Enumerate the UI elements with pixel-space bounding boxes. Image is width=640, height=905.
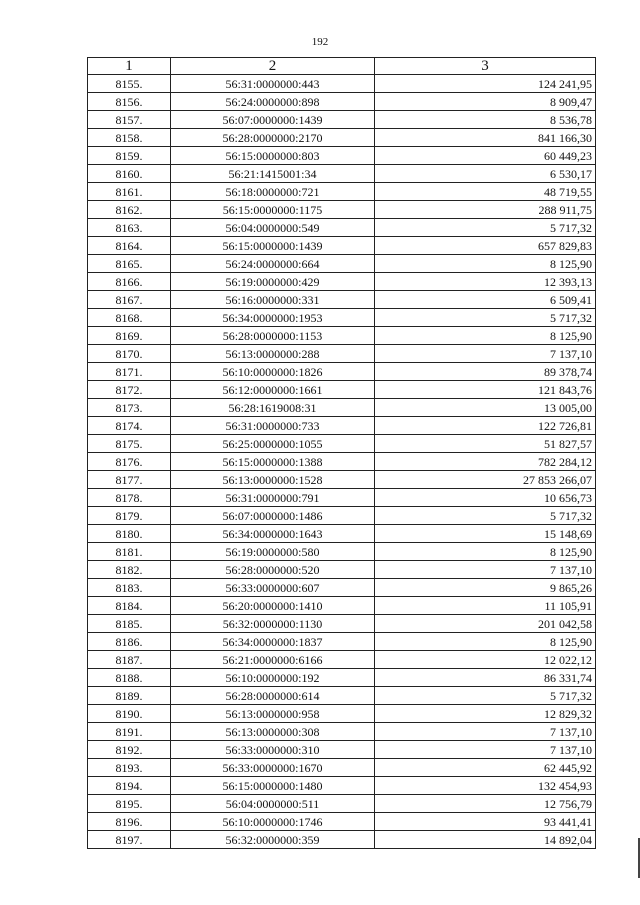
table-row <box>88 399 596 417</box>
cadastral-number-cell: 56:10:0000000:192 <box>171 669 375 687</box>
value-cell: 15 148,69 <box>375 525 596 543</box>
table-row <box>88 435 596 453</box>
table-row <box>88 453 596 471</box>
table-row <box>88 345 596 363</box>
cadastral-number-cell: 56:33:0000000:607 <box>171 579 375 597</box>
value-cell: 122 726,81 <box>375 417 596 435</box>
row-number-cell: 8180. <box>88 525 171 543</box>
table-row <box>88 831 596 849</box>
value-cell: 12 022,12 <box>375 651 596 669</box>
table-row <box>88 759 596 777</box>
value-cell: 841 166,30 <box>375 129 596 147</box>
table-row <box>88 525 596 543</box>
cadastral-number-cell: 56:10:0000000:1826 <box>171 363 375 381</box>
table-row <box>88 669 596 687</box>
table-row <box>88 417 596 435</box>
value-cell: 8 125,90 <box>375 255 596 273</box>
value-cell: 14 892,04 <box>375 831 596 849</box>
column-header-2: 2 <box>171 58 375 75</box>
row-number-cell: 8161. <box>88 183 171 201</box>
cadastral-number-cell: 56:31:0000000:791 <box>171 489 375 507</box>
value-cell: 11 105,91 <box>375 597 596 615</box>
row-number-cell: 8192. <box>88 741 171 759</box>
cadastral-number-cell: 56:19:0000000:580 <box>171 543 375 561</box>
table-row <box>88 381 596 399</box>
cadastral-number-cell: 56:25:0000000:1055 <box>171 435 375 453</box>
row-number-cell: 8177. <box>88 471 171 489</box>
value-cell: 8 125,90 <box>375 543 596 561</box>
table-row <box>88 777 596 795</box>
value-cell: 201 042,58 <box>375 615 596 633</box>
value-cell: 132 454,93 <box>375 777 596 795</box>
cadastral-number-cell: 56:04:0000000:549 <box>171 219 375 237</box>
row-number-cell: 8159. <box>88 147 171 165</box>
table-body <box>88 75 596 849</box>
row-number-cell: 8171. <box>88 363 171 381</box>
data-table <box>87 57 596 849</box>
value-cell: 13 005,00 <box>375 399 596 417</box>
cadastral-number-cell: 56:34:0000000:1643 <box>171 525 375 543</box>
row-number-cell: 8196. <box>88 813 171 831</box>
cadastral-number-cell: 56:20:0000000:1410 <box>171 597 375 615</box>
table-row <box>88 309 596 327</box>
value-cell: 86 331,74 <box>375 669 596 687</box>
table-row <box>88 705 596 723</box>
table-row <box>88 741 596 759</box>
row-number-cell: 8162. <box>88 201 171 219</box>
row-number-cell: 8187. <box>88 651 171 669</box>
value-cell: 6 530,17 <box>375 165 596 183</box>
value-cell: 657 829,83 <box>375 237 596 255</box>
value-cell: 6 509,41 <box>375 291 596 309</box>
value-cell: 5 717,32 <box>375 219 596 237</box>
row-number-cell: 8169. <box>88 327 171 345</box>
row-number-cell: 8189. <box>88 687 171 705</box>
value-cell: 8 536,78 <box>375 111 596 129</box>
table-row <box>88 201 596 219</box>
table-header <box>88 58 596 75</box>
value-cell: 121 843,76 <box>375 381 596 399</box>
table-row <box>88 129 596 147</box>
table-row <box>88 471 596 489</box>
cadastral-number-cell: 56:31:0000000:733 <box>171 417 375 435</box>
table-row <box>88 291 596 309</box>
row-number-cell: 8178. <box>88 489 171 507</box>
row-number-cell: 8184. <box>88 597 171 615</box>
table-row <box>88 255 596 273</box>
value-cell: 60 449,23 <box>375 147 596 165</box>
value-cell: 51 827,57 <box>375 435 596 453</box>
row-number-cell: 8158. <box>88 129 171 147</box>
cadastral-number-cell: 56:13:0000000:288 <box>171 345 375 363</box>
value-cell: 62 445,92 <box>375 759 596 777</box>
cadastral-number-cell: 56:10:0000000:1746 <box>171 813 375 831</box>
table-row <box>88 219 596 237</box>
table-row <box>88 687 596 705</box>
table-row <box>88 543 596 561</box>
cadastral-number-cell: 56:07:0000000:1439 <box>171 111 375 129</box>
row-number-cell: 8188. <box>88 669 171 687</box>
cadastral-number-cell: 56:13:0000000:308 <box>171 723 375 741</box>
cadastral-number-cell: 56:34:0000000:1837 <box>171 633 375 651</box>
cadastral-number-cell: 56:15:0000000:1388 <box>171 453 375 471</box>
cadastral-number-cell: 56:07:0000000:1486 <box>171 507 375 525</box>
row-number-cell: 8170. <box>88 345 171 363</box>
cadastral-number-cell: 56:15:0000000:1175 <box>171 201 375 219</box>
table-row <box>88 327 596 345</box>
row-number-cell: 8157. <box>88 111 171 129</box>
table-row <box>88 183 596 201</box>
column-header-1: 1 <box>88 58 171 75</box>
cadastral-number-cell: 56:32:0000000:359 <box>171 831 375 849</box>
row-number-cell: 8165. <box>88 255 171 273</box>
table-row <box>88 147 596 165</box>
value-cell: 5 717,32 <box>375 507 596 525</box>
row-number-cell: 8173. <box>88 399 171 417</box>
row-number-cell: 8163. <box>88 219 171 237</box>
row-number-cell: 8190. <box>88 705 171 723</box>
value-cell: 5 717,32 <box>375 687 596 705</box>
value-cell: 8 125,90 <box>375 633 596 651</box>
cadastral-number-cell: 56:16:0000000:331 <box>171 291 375 309</box>
value-cell: 9 865,26 <box>375 579 596 597</box>
page-number: 192 <box>311 36 329 48</box>
cadastral-number-cell: 56:31:0000000:443 <box>171 75 375 93</box>
table-row <box>88 363 596 381</box>
row-number-cell: 8183. <box>88 579 171 597</box>
row-number-cell: 8182. <box>88 561 171 579</box>
value-cell: 8 909,47 <box>375 93 596 111</box>
value-cell: 124 241,95 <box>375 75 596 93</box>
value-cell: 93 441,41 <box>375 813 596 831</box>
value-cell: 7 137,10 <box>375 345 596 363</box>
table-row <box>88 111 596 129</box>
row-number-cell: 8166. <box>88 273 171 291</box>
cadastral-number-cell: 56:13:0000000:958 <box>171 705 375 723</box>
row-number-cell: 8185. <box>88 615 171 633</box>
row-number-cell: 8164. <box>88 237 171 255</box>
value-cell: 89 378,74 <box>375 363 596 381</box>
table-row <box>88 165 596 183</box>
table-row <box>88 561 596 579</box>
row-number-cell: 8194. <box>88 777 171 795</box>
row-number-cell: 8181. <box>88 543 171 561</box>
cadastral-number-cell: 56:18:0000000:721 <box>171 183 375 201</box>
table-row <box>88 237 596 255</box>
cadastral-number-cell: 56:19:0000000:429 <box>171 273 375 291</box>
table-row <box>88 795 596 813</box>
table-row <box>88 93 596 111</box>
table-row <box>88 507 596 525</box>
row-number-cell: 8191. <box>88 723 171 741</box>
value-cell: 7 137,10 <box>375 723 596 741</box>
row-number-cell: 8174. <box>88 417 171 435</box>
cadastral-number-cell: 56:15:0000000:803 <box>171 147 375 165</box>
cadastral-number-cell: 56:33:0000000:310 <box>171 741 375 759</box>
row-number-cell: 8179. <box>88 507 171 525</box>
header-row <box>88 58 596 75</box>
cadastral-number-cell: 56:24:0000000:898 <box>171 93 375 111</box>
value-cell: 12 393,13 <box>375 273 596 291</box>
value-cell: 5 717,32 <box>375 309 596 327</box>
cadastral-number-cell: 56:28:0000000:614 <box>171 687 375 705</box>
cadastral-number-cell: 56:04:0000000:511 <box>171 795 375 813</box>
cadastral-number-cell: 56:24:0000000:664 <box>171 255 375 273</box>
value-cell: 288 911,75 <box>375 201 596 219</box>
cadastral-number-cell: 56:15:0000000:1480 <box>171 777 375 795</box>
table-row <box>88 579 596 597</box>
cadastral-number-cell: 56:21:0000000:6166 <box>171 651 375 669</box>
row-number-cell: 8168. <box>88 309 171 327</box>
column-header-3: 3 <box>375 58 596 75</box>
row-number-cell: 8167. <box>88 291 171 309</box>
value-cell: 12 829,32 <box>375 705 596 723</box>
value-cell: 27 853 266,07 <box>375 471 596 489</box>
table-row <box>88 633 596 651</box>
table-row <box>88 489 596 507</box>
table-row <box>88 813 596 831</box>
row-number-cell: 8186. <box>88 633 171 651</box>
table-row <box>88 597 596 615</box>
table-row <box>88 615 596 633</box>
cadastral-number-cell: 56:34:0000000:1953 <box>171 309 375 327</box>
row-number-cell: 8156. <box>88 93 171 111</box>
value-cell: 8 125,90 <box>375 327 596 345</box>
value-cell: 10 656,73 <box>375 489 596 507</box>
table-row <box>88 273 596 291</box>
cadastral-number-cell: 56:12:0000000:1661 <box>171 381 375 399</box>
row-number-cell: 8175. <box>88 435 171 453</box>
row-number-cell: 8160. <box>88 165 171 183</box>
cadastral-number-cell: 56:28:0000000:1153 <box>171 327 375 345</box>
cadastral-number-cell: 56:28:1619008:31 <box>171 399 375 417</box>
value-cell: 7 137,10 <box>375 561 596 579</box>
cadastral-number-cell: 56:15:0000000:1439 <box>171 237 375 255</box>
row-number-cell: 8172. <box>88 381 171 399</box>
cadastral-number-cell: 56:21:1415001:34 <box>171 165 375 183</box>
cadastral-number-cell: 56:32:0000000:1130 <box>171 615 375 633</box>
value-cell: 12 756,79 <box>375 795 596 813</box>
table-row <box>88 75 596 93</box>
value-cell: 782 284,12 <box>375 453 596 471</box>
cadastral-number-cell: 56:13:0000000:1528 <box>171 471 375 489</box>
table-row <box>88 651 596 669</box>
value-cell: 48 719,55 <box>375 183 596 201</box>
cadastral-number-cell: 56:33:0000000:1670 <box>171 759 375 777</box>
cadastral-number-cell: 56:28:0000000:520 <box>171 561 375 579</box>
table-row <box>88 723 596 741</box>
cadastral-number-cell: 56:28:0000000:2170 <box>171 129 375 147</box>
value-cell: 7 137,10 <box>375 741 596 759</box>
row-number-cell: 8155. <box>88 75 171 93</box>
row-number-cell: 8176. <box>88 453 171 471</box>
row-number-cell: 8195. <box>88 795 171 813</box>
row-number-cell: 8197. <box>88 831 171 849</box>
row-number-cell: 8193. <box>88 759 171 777</box>
